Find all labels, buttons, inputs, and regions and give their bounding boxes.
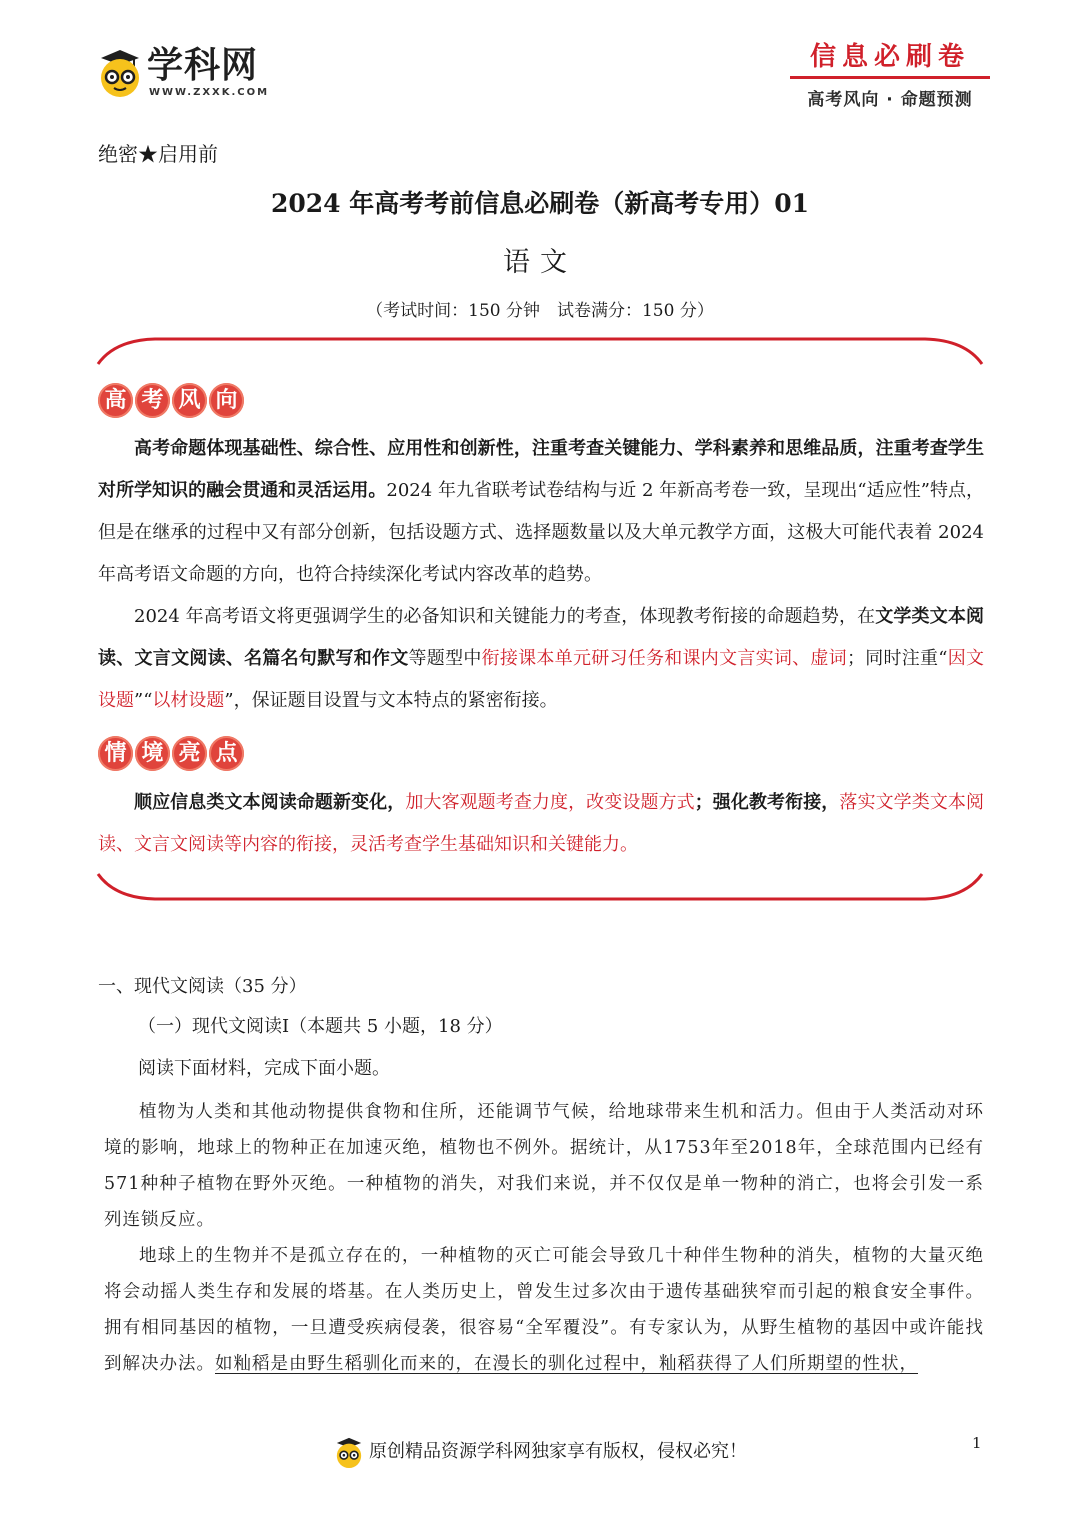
reading-paragraph-1: 植物为人类和其他动物提供食物和住所，还能调节气候，给地球带来生机和活力。但由于人类活动对环境的影响，地球上的物种正在加速灭绝，植物也不例外。据统计，从1753年至2018年，全球范围内已经有571种种子植物在野外灭绝。一种植物的消失，对我们来说，并不仅仅是单一物种的消亡，也将会引发一系列连锁反应。 <box>104 1102 984 1230</box>
logo-url: WWW.ZXXK.COM <box>149 87 270 98</box>
badge-char: 境 <box>135 736 170 771</box>
trend-p2-text: 等题型中 <box>408 648 482 669</box>
reading-paragraph-2 <box>104 1238 984 1382</box>
badge-char: 向 <box>209 383 244 418</box>
site-logo[interactable] <box>95 44 280 104</box>
subsection-heading: （一）现代文阅读I（本题共 5 小题，18 分） <box>138 1016 503 1037</box>
mascot-icon <box>333 1432 365 1472</box>
top-arc-divider <box>95 336 985 366</box>
trend-p2-bold: 文学类文本阅读、文言文阅读、名篇名句默写和作文 <box>98 606 985 669</box>
highlight-paragraph <box>98 782 984 866</box>
subject-title: 语文 <box>503 247 577 278</box>
trend-p2-red: 因文设题 <box>98 648 985 711</box>
badge-char: 情 <box>98 736 133 771</box>
trend-p2-text: 2024 年高考语文将更强调学生的必备知识和关键能力的考查，体现教考衔接的命题趋势，在 <box>134 606 876 627</box>
trend-p2-red: 以材设题 <box>152 690 225 711</box>
brand-subtitle: 高考风向 · 命题预测 <box>807 90 973 110</box>
brand-title: 信息必刷卷 <box>809 42 970 72</box>
brand-block <box>790 40 990 112</box>
trend-p1-bold: 高考命题体现基础性、综合性、应用性和创新性，注重考查关键能力、学科素养和思维品质，注重考查学生对所学知识的融会贯通和灵活运用。 <box>98 438 984 501</box>
highlight-badge <box>98 736 244 771</box>
copyright-text: 原创精品资源学科网独家享有版权，侵权必究！ <box>369 1441 747 1462</box>
highlight-bold: 顺应信息类文本阅读命题新变化， <box>134 792 406 813</box>
page-title: 2024 年高考考前信息必刷卷（新高考专用）01 <box>270 189 810 218</box>
trend-p2-text: ”，保证题目设置与文本特点的紧密衔接。 <box>224 690 558 711</box>
bottom-arc-divider <box>95 872 985 902</box>
section-heading: 一、现代文阅读（35 分） <box>98 976 307 997</box>
footer <box>0 1432 1080 1472</box>
trend-p1-rest: 2024 年九省联考试卷结构与近 2 年新高考卷一致，呈现出“适应性”特点，但是在继承的过程中又有部分创新，包括设题方式、选择题数量以及大单元教学方面，这极大可能代表着 2024 年高考语文命题的方向，也符合持续深化考试内容改革的趋势。 <box>98 480 984 585</box>
trend-p2-text: ；同时注重“ <box>846 648 948 669</box>
logo-name: 学科网 <box>147 45 259 86</box>
trend-p2-red: 衔接课本单元研习任务和课内文言实词、虚词 <box>481 648 847 669</box>
reading-text: 地球上的生物并不是孤立存在的，一种植物的灭亡可能会导致几十种伴生物种的消失，植物的大量灭绝将会动摇人类生存和发展的塔基。在人类历史上，曾发生过多次由于遗传基础狭窄而引起的粮食安全事件。拥有相同基因的植物，一旦遭受疾病侵袭，很容易“全军覆没”。有专家认为，从野生植物的基因中或许能找到解决办法。 <box>104 1246 984 1374</box>
highlight-red: 加大客观题考查力度，改变设题方式 <box>405 792 695 813</box>
trend-text <box>98 428 984 722</box>
trend-paragraph-1 <box>98 428 984 596</box>
highlight-red: 落实文学类文本阅读、文言文阅读等内容的衔接，灵活考查学生基础知识和关键能力。 <box>98 792 985 855</box>
badge-char: 考 <box>135 383 170 418</box>
badge-char: 亮 <box>172 736 207 771</box>
highlight-bold: ；强化教考衔接， <box>694 792 840 813</box>
highlight-text <box>98 782 984 866</box>
exam-info: （考试时间：150 分钟 试卷满分：150 分） <box>366 301 714 321</box>
reading-material <box>104 1094 984 1382</box>
badge-char: 点 <box>209 736 244 771</box>
trend-p2-text: ”“ <box>134 690 153 711</box>
underlined-text: 如籼稻是由野生稻驯化而来的，在漫长的驯化过程中，籼稻获得了人们所期望的性状， <box>215 1354 918 1374</box>
badge-char: 高 <box>98 383 133 418</box>
secret-label: 绝密★启用前 <box>98 142 218 166</box>
page-number: 1 <box>972 1434 982 1452</box>
mascot-icon <box>95 44 145 100</box>
badge-char: 风 <box>172 383 207 418</box>
trend-badge <box>98 383 244 418</box>
brand-divider <box>790 76 990 79</box>
instruction-text: 阅读下面材料，完成下面小题。 <box>138 1058 390 1079</box>
trend-paragraph-2 <box>98 596 984 722</box>
